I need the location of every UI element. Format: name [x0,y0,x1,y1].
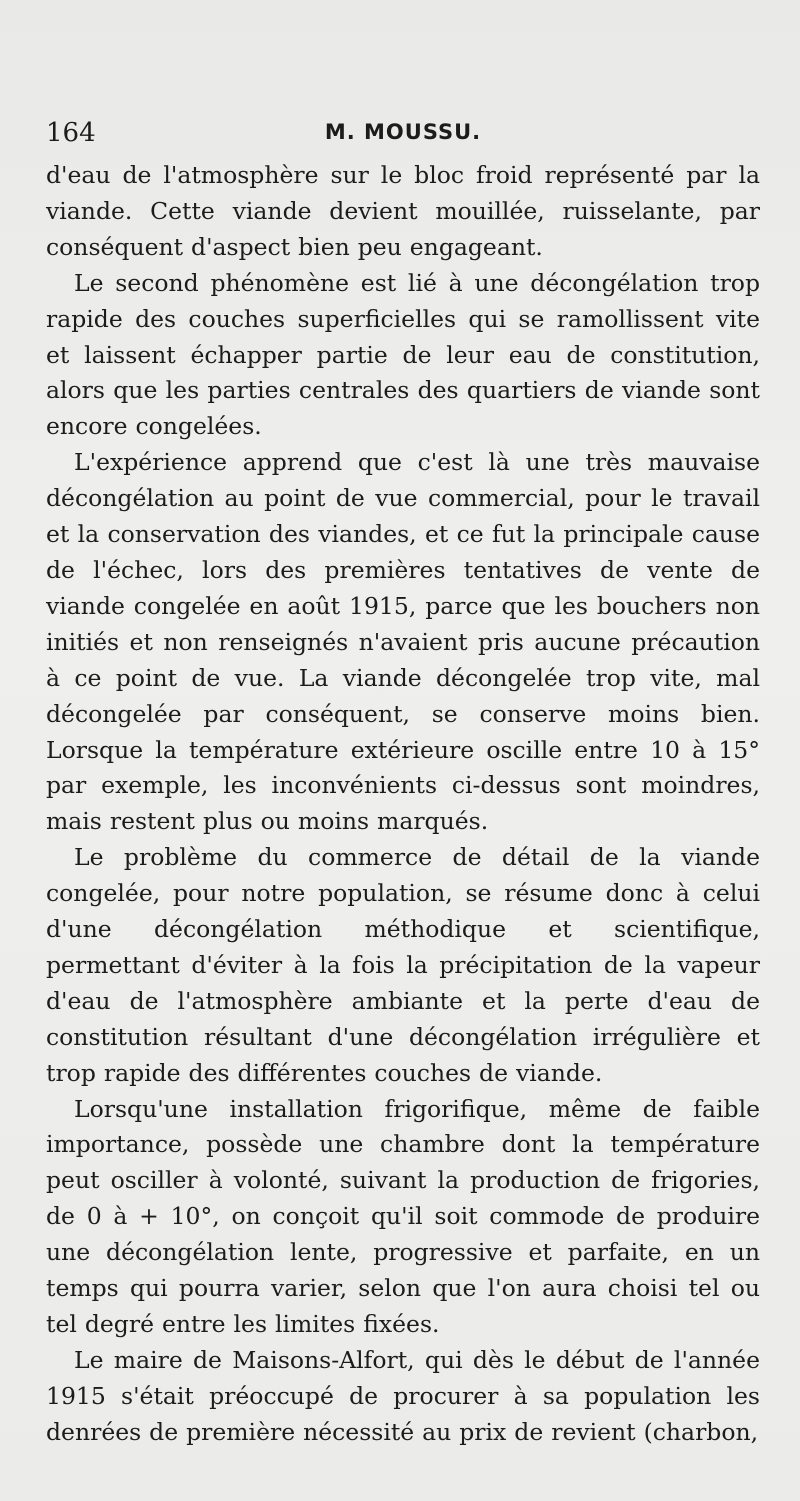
running-head: M. MOUSSU. [324,120,482,144]
paragraph-continuation: d'eau de l'atmosphère sur le bloc froid représenté par la viande. Cette viande devient mouillée, ruisselante, par conséquent d'aspect bien peu engageant. [46,161,760,261]
paragraph: Le second phénomène est lié à une décongélation trop rapide des couches superficielles qui se ramollissent vite et laissent échapper partie de leur eau de constitution, alors que les parties centrales des quartiers de viande sont encore congelées. [46,268,760,441]
body-text [46,158,760,1451]
paragraph: Le maire de Maisons-Alfort, qui dès le début de l'année 1915 s'était préoccupé de procurer à sa population les denrées de première nécessité au prix de revient (charbon, [46,1345,760,1446]
page-number: 164 [46,118,96,148]
page-header [46,118,760,152]
paragraph: Lorsqu'une installation frigorifique, même de faible importance, possède une chambre dont la température peut osciller à volonté, suivant la production de frigories, de 0 à + 10°, on conçoit qu'il soit commode de produire une décongélation lente, progressive et parfaite, en un temps qui pourra varier, selon que l'on aura choisi tel ou tel degré entre les limites fixées. [46,1094,760,1338]
paragraph: L'expérience apprend que c'est là une très mauvaise décongélation au point de vue commercial, pour le travail et la conservation des viandes, et ce fut la principale cause de l'échec, lors des premières tentatives de vente de viande congelée en août 1915, parce que les bouchers non initiés et non renseignés n'avaient pris aucune précaution à ce point de vue. La viande décongelée trop vite, mal décongelée par conséquent, se conserve moins bien. Lorsque la température extérieure oscille entre 10 à 15° par exemple, les inconvénients ci-dessus sont moindres, mais restent plus ou moins marqués. [46,448,760,836]
paragraph: Le problème du commerce de détail de la viande congelée, pour notre population, se résume donc à celui d'une décongélation méthodique et scientifique, permettant d'éviter à la fois la précipitation de la vapeur d'eau de l'atmosphère ambiante et la perte d'eau de constitution résultant d'une décongélation irrégulière et trop rapide des différentes couches de viande. [46,843,760,1087]
